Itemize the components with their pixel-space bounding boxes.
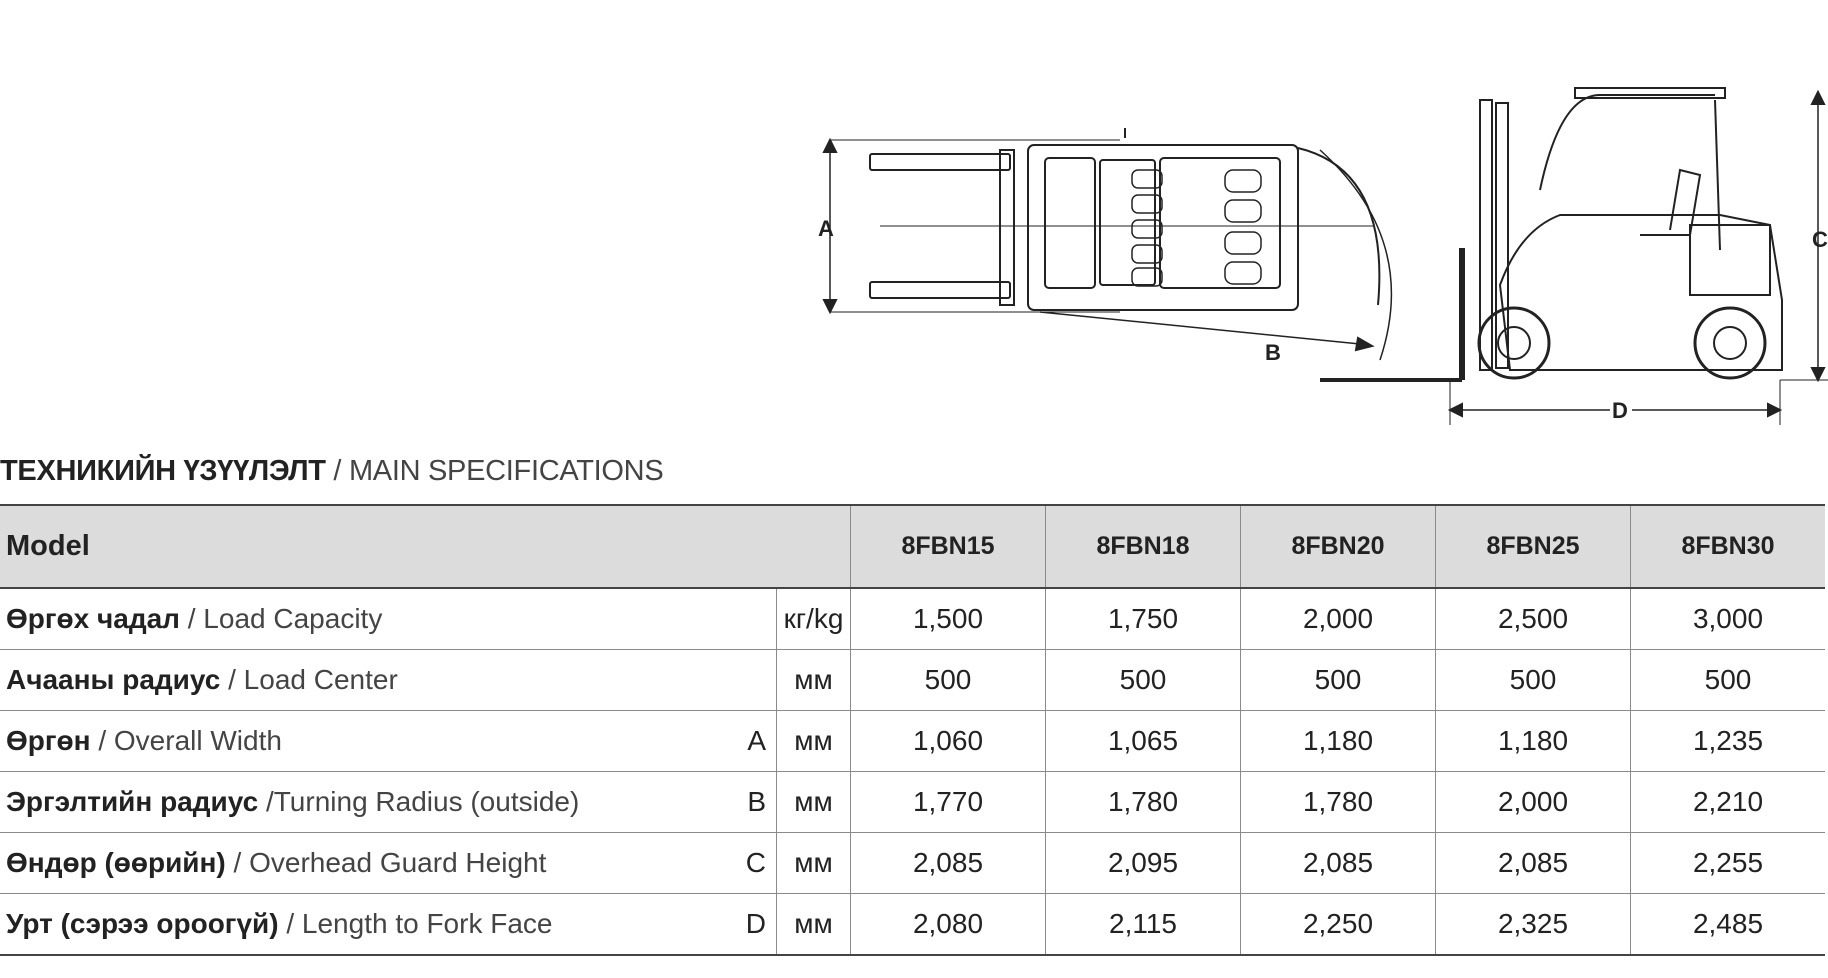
side-view-diagram bbox=[1320, 88, 1828, 425]
dim-label-c: C bbox=[1812, 227, 1828, 252]
model-header-3: 8FBN20 bbox=[1241, 505, 1436, 588]
row-unit: мм bbox=[777, 650, 851, 711]
row-value: 1,060 bbox=[851, 711, 1046, 772]
row-name-mn: Эргэлтийн радиус bbox=[6, 786, 259, 817]
row-name-mn: Урт (сэрээ ороогүй) bbox=[6, 908, 279, 939]
row-unit: кг/kg bbox=[777, 588, 851, 650]
title-mn: ТЕХНИКИЙН ҮЗҮҮЛЭЛТ bbox=[0, 455, 326, 487]
table-row bbox=[0, 650, 1825, 711]
row-name-en: / Length to Fork Face bbox=[278, 908, 553, 939]
table-row bbox=[0, 833, 1825, 894]
row-dim: C bbox=[726, 833, 777, 894]
row-value: 2,085 bbox=[1241, 833, 1436, 894]
row-value: 2,250 bbox=[1241, 894, 1436, 956]
row-value: 1,065 bbox=[1046, 711, 1241, 772]
row-unit: мм bbox=[777, 833, 851, 894]
row-value: 2,210 bbox=[1631, 772, 1826, 833]
row-value: 500 bbox=[851, 650, 1046, 711]
row-name-en: / Load Center bbox=[220, 664, 398, 695]
table-row bbox=[0, 894, 1825, 956]
dim-label-a: A bbox=[818, 216, 834, 241]
row-dim: B bbox=[726, 772, 777, 833]
model-header-4: 8FBN25 bbox=[1436, 505, 1631, 588]
model-header-2: 8FBN18 bbox=[1046, 505, 1241, 588]
row-value: 1,500 bbox=[851, 588, 1046, 650]
forklift-diagrams bbox=[0, 0, 1828, 440]
row-dim: A bbox=[726, 711, 777, 772]
row-value: 2,000 bbox=[1436, 772, 1631, 833]
row-name-mn: Өргөх чадал bbox=[6, 603, 180, 634]
row-value: 2,500 bbox=[1436, 588, 1631, 650]
row-name bbox=[0, 772, 726, 833]
row-value: 2,000 bbox=[1241, 588, 1436, 650]
row-value: 1,750 bbox=[1046, 588, 1241, 650]
row-dim: D bbox=[726, 894, 777, 956]
row-name-en: / Overhead Guard Height bbox=[225, 847, 547, 878]
row-value: 1,780 bbox=[1046, 772, 1241, 833]
row-value: 2,085 bbox=[851, 833, 1046, 894]
row-name bbox=[0, 588, 726, 650]
row-value: 500 bbox=[1436, 650, 1631, 711]
row-value: 500 bbox=[1631, 650, 1826, 711]
table-row bbox=[0, 772, 1825, 833]
row-dim bbox=[726, 650, 777, 711]
row-name-mn: Өргөн bbox=[6, 725, 91, 756]
row-value: 2,095 bbox=[1046, 833, 1241, 894]
model-header-1: 8FBN15 bbox=[851, 505, 1046, 588]
title-en: MAIN SPECIFICATIONS bbox=[348, 455, 664, 487]
table-row bbox=[0, 711, 1825, 772]
row-name-en: / Load Capacity bbox=[179, 603, 383, 634]
row-name bbox=[0, 894, 726, 956]
top-view-diagram bbox=[824, 128, 1391, 360]
row-unit: мм bbox=[777, 894, 851, 956]
row-value: 2,325 bbox=[1436, 894, 1631, 956]
dim-label-d: D bbox=[1612, 398, 1628, 423]
row-value: 2,115 bbox=[1046, 894, 1241, 956]
row-name-mn: Өндөр (өөрийн) bbox=[6, 847, 226, 878]
table-row bbox=[0, 588, 1825, 650]
model-header: Model bbox=[0, 505, 851, 588]
row-value: 2,485 bbox=[1631, 894, 1826, 956]
specifications-title bbox=[0, 455, 663, 488]
row-name bbox=[0, 650, 726, 711]
row-value: 1,180 bbox=[1436, 711, 1631, 772]
row-value: 500 bbox=[1241, 650, 1436, 711]
row-dim bbox=[726, 588, 777, 650]
row-name-en: / Overall Width bbox=[90, 725, 282, 756]
row-value: 1,180 bbox=[1241, 711, 1436, 772]
model-header-5: 8FBN30 bbox=[1631, 505, 1826, 588]
row-value: 3,000 bbox=[1631, 588, 1826, 650]
row-value: 2,255 bbox=[1631, 833, 1826, 894]
row-value: 2,085 bbox=[1436, 833, 1631, 894]
row-name-en: /Turning Radius (outside) bbox=[258, 786, 580, 817]
row-value: 1,780 bbox=[1241, 772, 1436, 833]
dim-label-b: B bbox=[1265, 340, 1281, 365]
title-sep: / bbox=[325, 455, 349, 487]
row-name-mn: Ачааны радиус bbox=[6, 664, 221, 695]
table-header-row bbox=[0, 505, 1825, 588]
row-unit: мм bbox=[777, 772, 851, 833]
specifications-table bbox=[0, 504, 1825, 956]
row-value: 1,235 bbox=[1631, 711, 1826, 772]
row-unit: мм bbox=[777, 711, 851, 772]
row-value: 500 bbox=[1046, 650, 1241, 711]
row-value: 1,770 bbox=[851, 772, 1046, 833]
row-name bbox=[0, 833, 726, 894]
row-value: 2,080 bbox=[851, 894, 1046, 956]
row-name bbox=[0, 711, 726, 772]
